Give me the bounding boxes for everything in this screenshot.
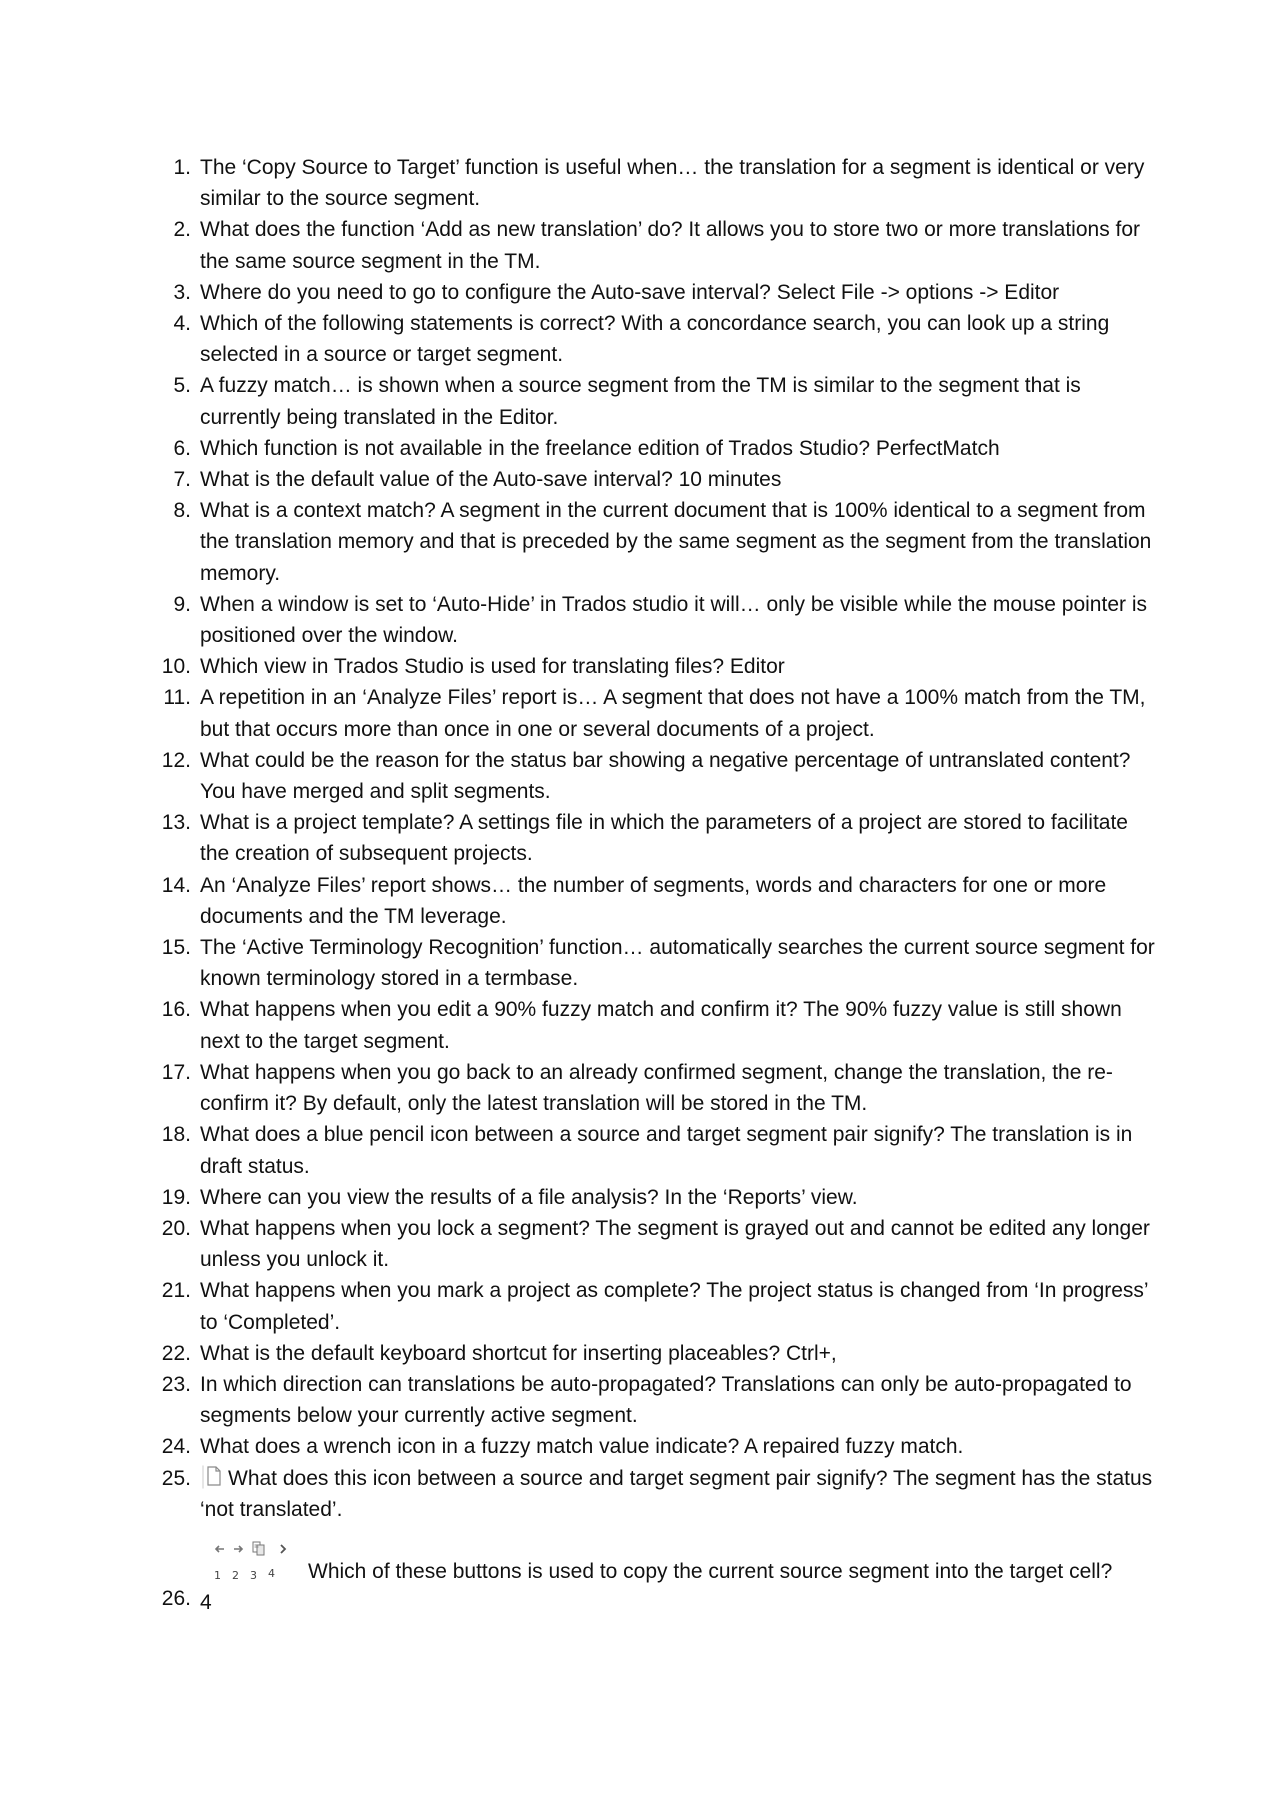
question-number: 24. bbox=[161, 1435, 191, 1459]
question-text-with-icon bbox=[200, 1463, 1162, 1525]
question-number: 15. bbox=[161, 936, 191, 960]
question-number: 26. bbox=[161, 1586, 191, 1610]
question-number: 2. bbox=[173, 218, 191, 242]
question-number: 19. bbox=[161, 1185, 191, 1209]
question-text: What happens when you edit a 90% fuzzy match and confirm it? The 90% fuzzy value is still shown next to the target segment. bbox=[200, 998, 1122, 1053]
question-text: Which of the following statements is correct? With a concordance search, you can look up a string selected in a source or target segment. bbox=[200, 312, 1110, 367]
question-number: 12. bbox=[161, 748, 191, 772]
button-label: 3 bbox=[250, 1568, 257, 1582]
question-item bbox=[160, 495, 1162, 589]
question-item bbox=[160, 464, 1162, 495]
chevron-right-icon bbox=[281, 1545, 285, 1553]
question-text: An ‘Analyze Files’ report shows… the number of segments, words and characters for one or more documents and the TM leverage. bbox=[200, 873, 1107, 928]
question-number: 22. bbox=[161, 1341, 191, 1365]
question-item bbox=[160, 1431, 1162, 1462]
question-text: What does the function ‘Add as new translation’ do? It allows you to store two or more translations for the same source segment in the TM. bbox=[200, 218, 1141, 273]
answer-text: 4 bbox=[200, 1590, 212, 1614]
question-text: Which function is not available in the freelance edition of Trados Studio? PerfectMatch bbox=[200, 436, 1000, 460]
question-item bbox=[160, 589, 1162, 651]
button-label: 1 bbox=[214, 1568, 221, 1582]
question-text: What could be the reason for the status bar showing a negative percentage of untranslated content? You have merged and split segments. bbox=[200, 748, 1131, 804]
question-number: 6. bbox=[173, 436, 191, 460]
question-item bbox=[160, 277, 1162, 308]
question-text: What does a wrench icon in a fuzzy match value indicate? A repaired fuzzy match. bbox=[200, 1435, 964, 1459]
toolbar-button-strip bbox=[200, 1535, 300, 1587]
question-number: 18. bbox=[161, 1123, 191, 1147]
question-list bbox=[160, 152, 1162, 1618]
question-item bbox=[160, 932, 1162, 994]
question-number: 1. bbox=[173, 156, 191, 179]
question-number: 25. bbox=[161, 1466, 191, 1490]
question-item bbox=[160, 807, 1162, 869]
question-text: A repetition in an ‘Analyze Files’ report is… A segment that does not have a 100% match from the TM, but that occurs more than once in one or several documents of a project. bbox=[200, 686, 1146, 741]
question-text: What happens when you lock a segment? The segment is grayed out and cannot be edited any longer unless you unlock it. bbox=[200, 1216, 1150, 1272]
question-item bbox=[160, 1275, 1162, 1337]
question-number: 9. bbox=[173, 592, 191, 616]
question-text: What is a context match? A segment in the current document that is 100% identical to a segment from the translation memory and that is preceded by the same segment as the segment from the translation memory. bbox=[200, 499, 1152, 585]
question-text: What happens when you mark a project as complete? The project status is changed from ‘In progress’ to ‘Completed’. bbox=[200, 1279, 1148, 1334]
question-text: The ‘Copy Source to Target’ function is useful when… the translation for a segment is identical or very similar to the source segment. bbox=[200, 156, 1145, 211]
question-item bbox=[160, 1463, 1162, 1525]
question-item bbox=[160, 1057, 1162, 1119]
question-item bbox=[160, 994, 1162, 1056]
question-number: 16. bbox=[161, 998, 191, 1022]
question-number: 7. bbox=[173, 468, 191, 492]
question-item bbox=[160, 651, 1162, 682]
question-text: A fuzzy match… is shown when a source segment from the TM is similar to the segment that is currently being translated in the Editor. bbox=[200, 374, 1081, 429]
question-number: 4. bbox=[173, 312, 191, 336]
question-item bbox=[160, 308, 1162, 370]
question-text: Which of these buttons is used to copy the current source segment into the target cell? bbox=[308, 1559, 1113, 1583]
question-item bbox=[160, 1119, 1162, 1181]
question-number: 10. bbox=[161, 655, 191, 679]
document-icon bbox=[202, 1465, 224, 1489]
arrow-right-icon bbox=[234, 1546, 242, 1552]
question-text: What is the default keyboard shortcut for inserting placeables? Ctrl+, bbox=[200, 1341, 837, 1365]
button-label: 2 bbox=[232, 1568, 239, 1582]
question-item bbox=[160, 214, 1162, 276]
question-number: 21. bbox=[161, 1279, 191, 1303]
question-number: 23. bbox=[161, 1372, 191, 1396]
question-number: 5. bbox=[173, 374, 191, 398]
question-text: What does this icon between a source and target segment pair signify? The segment has the status ‘not translated’. bbox=[200, 1466, 1153, 1521]
arrow-left-icon bbox=[216, 1546, 224, 1552]
question-number: 14. bbox=[161, 873, 191, 897]
question-item bbox=[160, 1338, 1162, 1369]
question-text: Where can you view the results of a file analysis? In the ‘Reports’ view. bbox=[200, 1185, 858, 1209]
question-item bbox=[160, 1182, 1162, 1213]
question-text: What happens when you go back to an already confirmed segment, change the translation, the re-confirm it? By default, only the latest translation will be stored in the TM. bbox=[200, 1060, 1113, 1116]
question-item bbox=[160, 1213, 1162, 1275]
question-item bbox=[160, 745, 1162, 807]
question-number: 17. bbox=[161, 1060, 191, 1084]
question-text: What is the default value of the Auto-save interval? 10 minutes bbox=[200, 468, 782, 492]
question-item bbox=[160, 152, 1162, 214]
question-item bbox=[160, 682, 1162, 744]
question-item bbox=[160, 433, 1162, 464]
question-number: 3. bbox=[173, 280, 191, 304]
question-item bbox=[160, 1535, 1162, 1618]
question-text: Where do you need to go to configure the Auto-save interval? Select File -> options -> Editor bbox=[200, 280, 1060, 304]
button-label: 4 bbox=[268, 1566, 275, 1580]
question-number: 20. bbox=[161, 1216, 191, 1240]
question-item bbox=[160, 870, 1162, 932]
question-text: In which direction can translations be auto-propagated? Translations can only be auto-propagated to segments below your currently active segment. bbox=[200, 1372, 1132, 1428]
question-text-with-buttons bbox=[200, 1535, 1162, 1587]
question-text: When a window is set to ‘Auto-Hide’ in Trados studio it will… only be visible while the mouse pointer is positioned over the window. bbox=[200, 592, 1147, 648]
question-number: 13. bbox=[161, 811, 191, 835]
question-text: Which view in Trados Studio is used for translating files? Editor bbox=[200, 655, 785, 679]
question-number: 11. bbox=[163, 686, 191, 710]
question-number: 8. bbox=[173, 499, 191, 523]
question-item bbox=[160, 370, 1162, 432]
copy-source-icon bbox=[253, 1542, 264, 1555]
question-item bbox=[160, 1369, 1162, 1431]
question-text: The ‘Active Terminology Recognition’ function… automatically searches the current source segment for known terminology stored in a termbase. bbox=[200, 936, 1155, 991]
question-text: What does a blue pencil icon between a source and target segment pair signify? The translation is in draft status. bbox=[200, 1123, 1133, 1178]
question-text: What is a project template? A settings file in which the parameters of a project are stored to facilitate the creation of subsequent projects. bbox=[200, 811, 1128, 866]
